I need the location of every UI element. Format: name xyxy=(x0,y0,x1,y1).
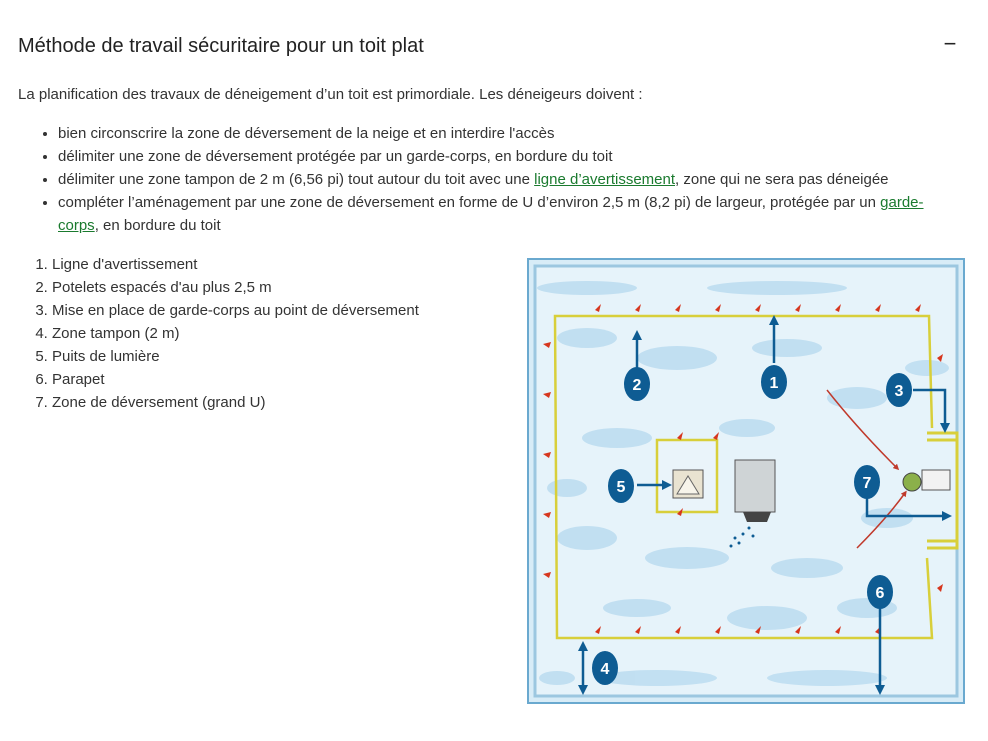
legend-item: 3. Mise en place de garde-corps au point de déversement xyxy=(52,299,419,322)
warning-line-link[interactable]: ligne d’avertissement xyxy=(534,171,676,188)
marker-1 xyxy=(761,365,787,399)
intro-text: La planification des travaux de déneigement d’un toit est primordiale. Les déneigeurs doivent : xyxy=(18,86,643,103)
svg-text:4: 4 xyxy=(600,661,610,678)
svg-text:3: 3 xyxy=(894,383,904,400)
svg-text:5: 5 xyxy=(616,479,626,496)
roof-unit-shadow xyxy=(743,512,771,522)
list-item: • compléter l’aménagement par une zone de déversement en forme de U d’environ 2,5 m (8,2 pi) de largeur, protégée par un garde-corps, en bordure du toit xyxy=(58,191,958,237)
requirements-list xyxy=(38,122,958,237)
svg-text:6: 6 xyxy=(875,585,885,602)
guardrail-link[interactable]: garde-corps xyxy=(58,194,924,234)
list-item: • délimiter une zone de déversement protégée par un garde-corps, en bordure du toit xyxy=(58,145,958,168)
list-item: • délimiter une zone tampon de 2 m (6,56 pi) tout autour du toit avec une ligne d’avertissement, zone qui ne sera pas déneigée xyxy=(58,168,958,191)
marker-6 xyxy=(867,575,893,609)
legend-item: 5. Puits de lumière xyxy=(52,345,419,368)
collapse-icon[interactable]: − xyxy=(943,31,957,56)
roof-unit xyxy=(735,460,775,512)
marker-7 xyxy=(854,465,880,499)
svg-text:2: 2 xyxy=(632,377,642,394)
flat-roof-diagram xyxy=(527,258,967,706)
list-item: • bien circonscrire la zone de déversement de la neige et en interdire l'accès xyxy=(58,122,958,145)
diagram-legend xyxy=(32,253,419,414)
legend-item: 1. Ligne d'avertissement xyxy=(52,253,419,276)
svg-text:1: 1 xyxy=(769,375,779,392)
legend-item: 2. Potelets espacés d'au plus 2,5 m xyxy=(52,276,419,299)
section-title: Méthode de travail sécuritaire pour un toit plat xyxy=(18,35,424,57)
worker xyxy=(903,473,921,491)
legend-item: 6. Parapet xyxy=(52,368,419,391)
svg-text:7: 7 xyxy=(862,475,872,492)
marker-4 xyxy=(592,651,618,685)
marker-2 xyxy=(624,367,650,401)
snow-cart xyxy=(922,470,950,490)
marker-5 xyxy=(608,469,634,503)
legend-item: 4. Zone tampon (2 m) xyxy=(52,322,419,345)
legend-item: 7. Zone de déversement (grand U) xyxy=(52,391,419,414)
section-header[interactable] xyxy=(18,31,962,65)
marker-3 xyxy=(886,373,912,407)
